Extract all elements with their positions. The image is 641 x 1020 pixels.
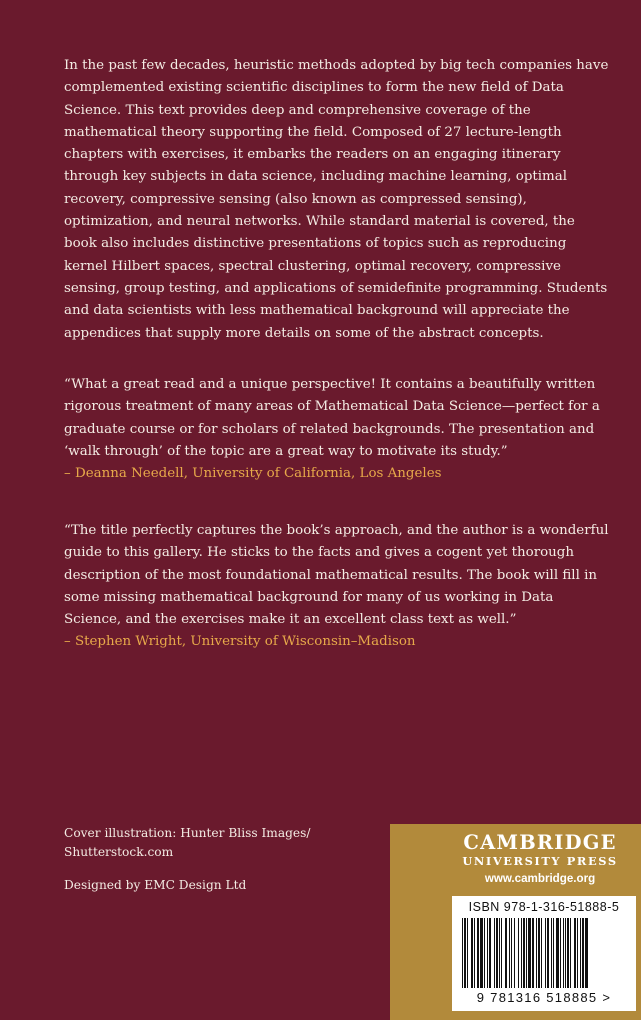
review-quote-1-attribution: – Deanna Needell, University of California, Los Angeles	[64, 466, 442, 482]
review-quote-2-text: “The title perfectly captures the book’s approach, and the author is a wonderful guide to this gallery. He sticks to the facts and gives a cogent yet thorough description of the most foundational mathematical results. The book will fill in some missing mathematical background for many of us working in Data Science, and the exercises make it an excellent class text as well.”	[64, 523, 609, 628]
barcode-digits: 9 781316 518885 >	[476, 990, 612, 1005]
publisher-subtitle: UNIVERSITY PRESS	[462, 854, 618, 868]
review-quote-1-text: “What a great read and a unique perspective! It contains a beautifully written rigorous treatment of many areas of Mathematical Data Science—perfect for a graduate course or for scholars of related backgrounds. The presentation and ‘walk through’ of the topic are a great way to motivate its study.”	[64, 377, 600, 459]
publisher-url: www.cambridge.org	[484, 872, 596, 885]
book-description: In the past few decades, heuristic methods adopted by big tech companies have complemented existing scientific disciplines to form the new field of Data Science. This text provides deep and comprehensive coverage of the mathematical theory supporting the field. Composed of 27 lecture-length chapters with exercises, it embarks the readers on an engaging itinerary through key subjects in data science, including machine learning, optimal recovery, compressive sensing (also known as compressed sensing), optimization, and neural networks. While standard material is covered, the book also includes distinctive presentations of topics such as reproducing kernel Hilbert spaces, spectral clustering, optimal recovery, compressive sensing, group testing, and applications of semidefinite programming. Students and data scientists with less mathematical background will appreciate the appendices that supply more details on some of the abstract concepts.	[64, 58, 609, 341]
illustration-credit-line2: Shutterstock.com	[64, 845, 174, 859]
publisher-name: CAMBRIDGE	[463, 831, 617, 854]
review-quote-2-attribution: – Stephen Wright, University of Wisconsin–Madison	[64, 634, 416, 650]
review-quote-2	[64, 520, 609, 654]
publisher-panel	[390, 824, 641, 1020]
isbn-label: ISBN 978-1-316-51888-5	[468, 900, 620, 914]
isbn-barcode-panel	[452, 896, 636, 1011]
designer-credit: Designed by EMC Design Ltd	[64, 878, 247, 892]
illustration-credit-line1: Cover illustration: Hunter Bliss Images/	[64, 826, 311, 840]
barcode-icon	[458, 918, 630, 990]
review-quote-1	[64, 374, 609, 485]
cover-credits	[64, 824, 364, 895]
